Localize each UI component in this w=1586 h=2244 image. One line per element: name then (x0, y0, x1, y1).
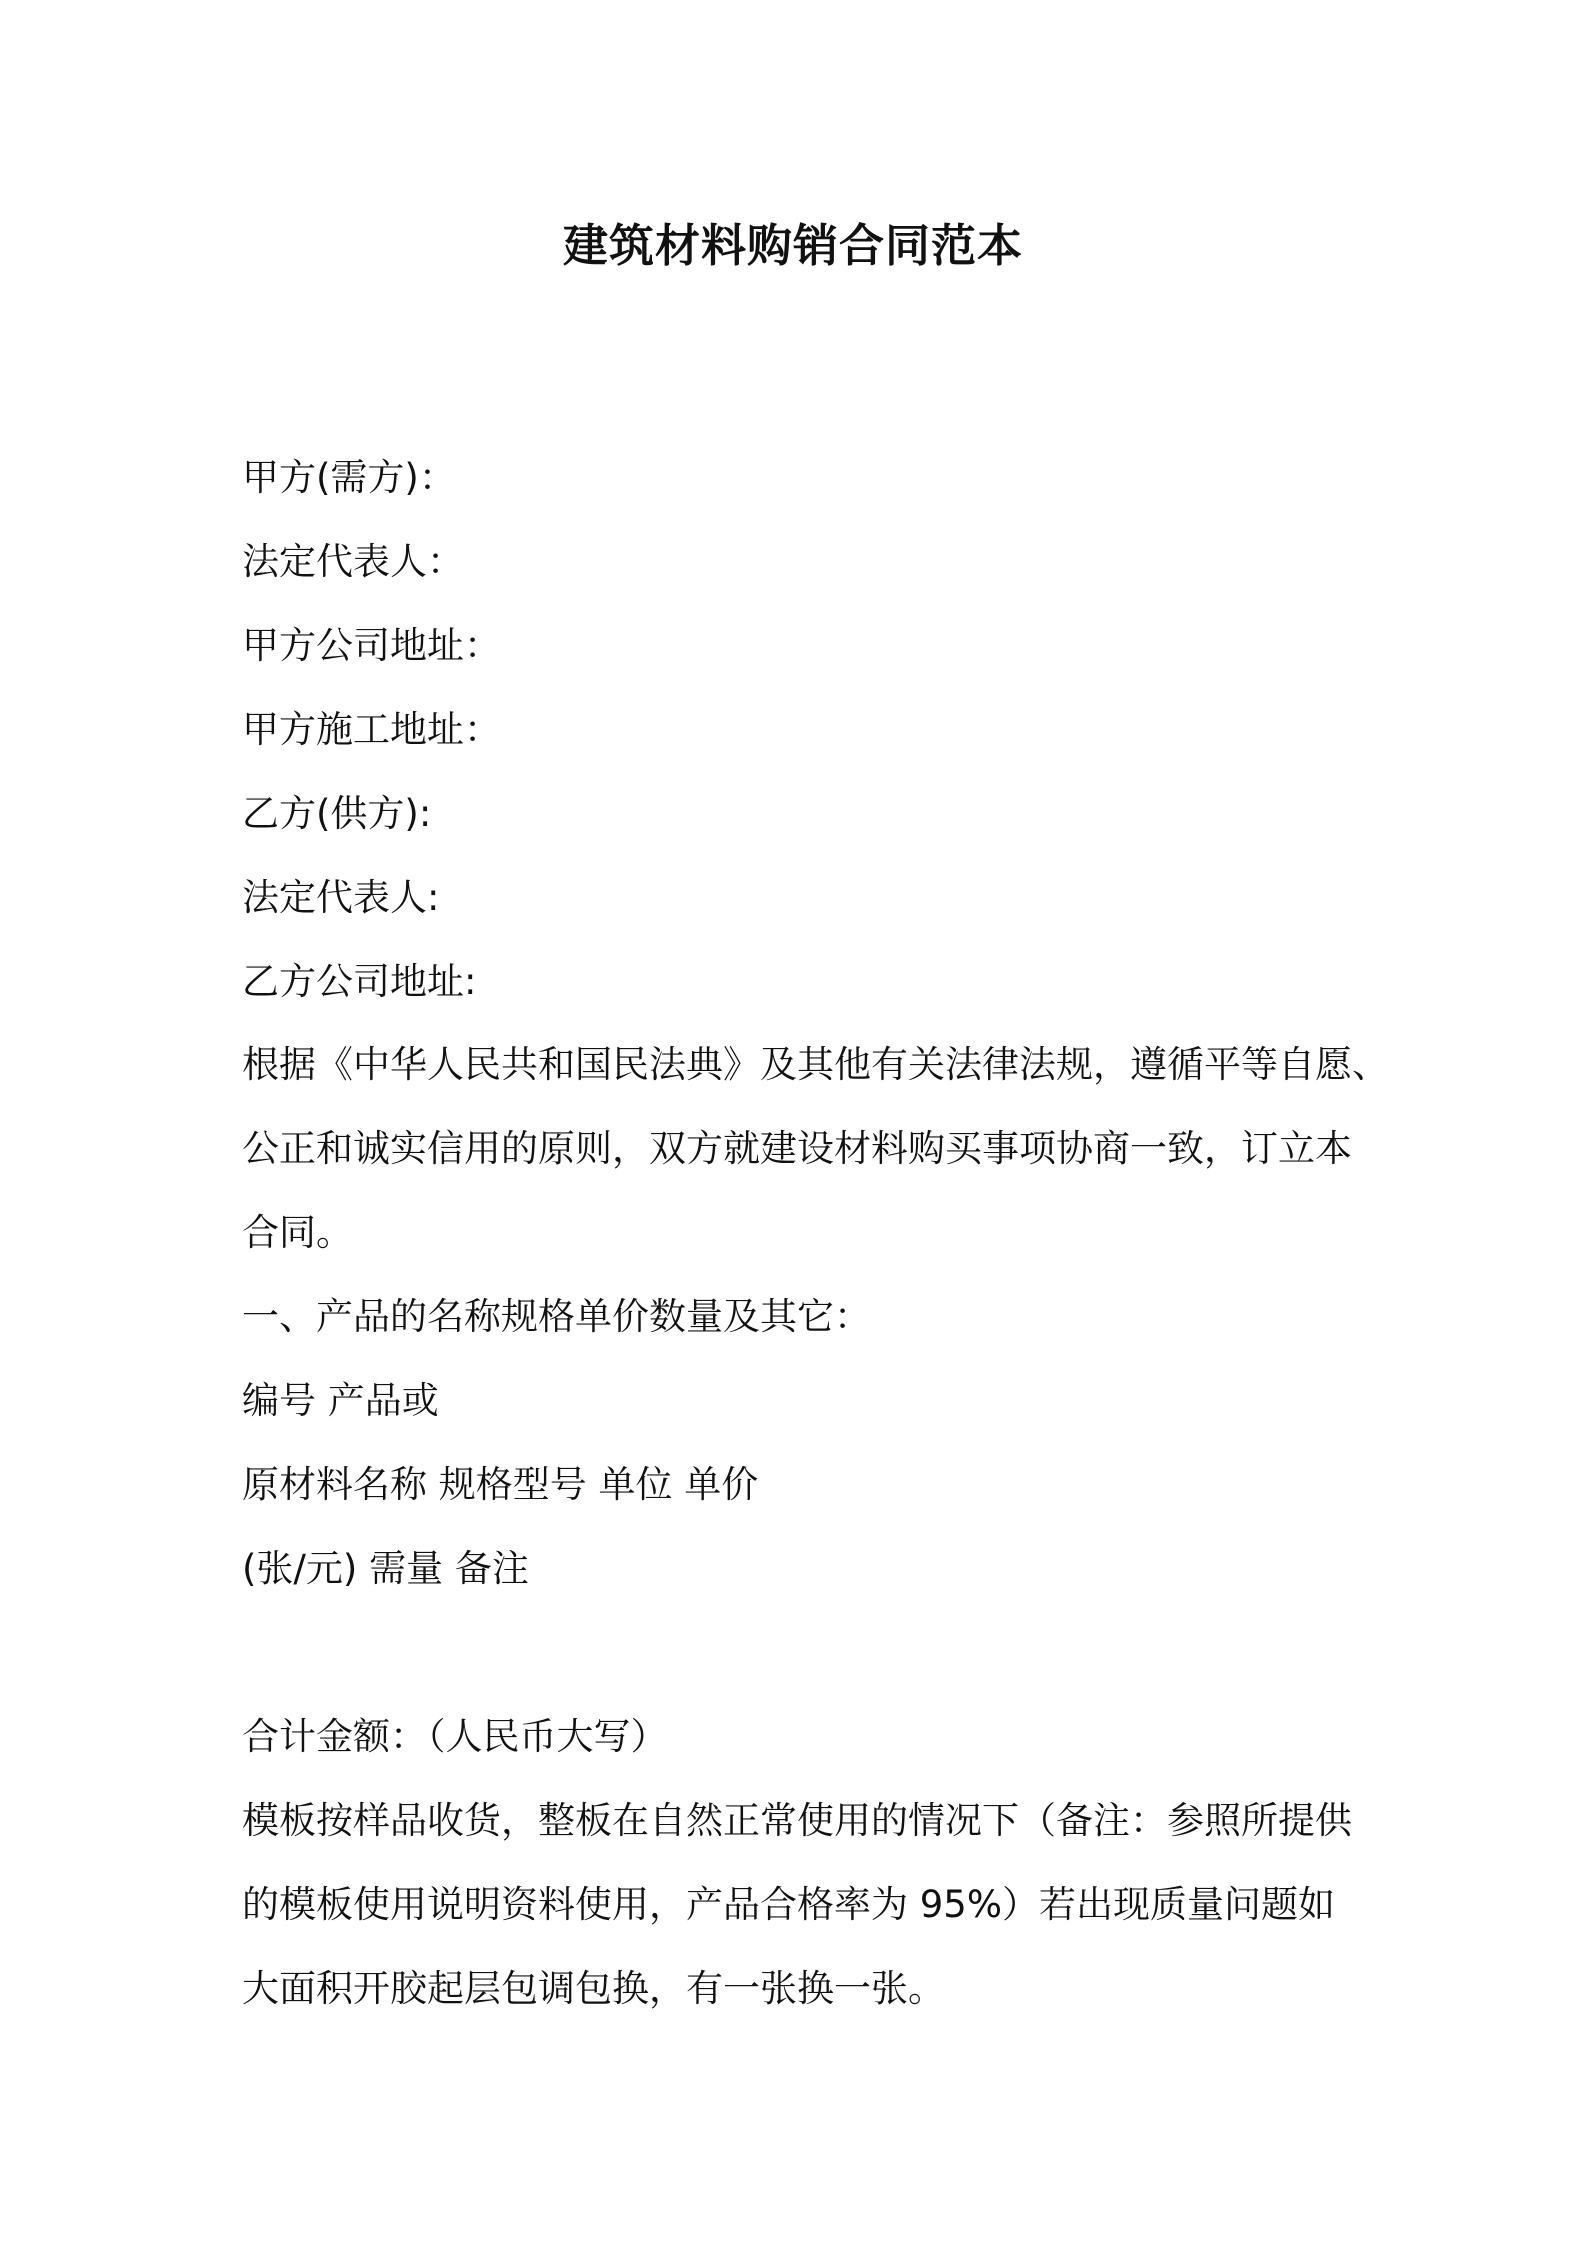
total-amount-label: 合计金额：（人民币大写） (242, 1715, 668, 1758)
party-b-legal-rep-label: 法定代表人: (242, 876, 440, 919)
party-a-site-address: 甲方施工地址： (242, 708, 501, 751)
quality-clause-line-2: 的模板使用说明资料使用，产品合格率为 95%）若出现质量问题如 (242, 1883, 1335, 1926)
party-b-company-address: 乙方公司地址: (242, 960, 477, 1003)
preamble-line-1: 根据《中华人民共和国民法典》及其他有关法律法规，遵循平等自愿、 (242, 1043, 1389, 1086)
party-a-legal-rep-label: 法定代表人： (242, 540, 464, 583)
table-header-line-3: (张/元) 需量 备注 (242, 1547, 529, 1590)
section-1-heading: 一、产品的名称规格单价数量及其它： (242, 1295, 871, 1338)
preamble-line-3: 合同。 (242, 1211, 353, 1254)
table-header-line-2: 原材料名称 规格型号 单位 单价 (242, 1463, 759, 1506)
preamble-line-2: 公正和诚实信用的原则，双方就建设材料购买事项协商一致，订立本 (242, 1127, 1352, 1170)
party-b-label: 乙方(供方): (242, 792, 432, 835)
table-header-line-1: 编号 产品或 (242, 1379, 439, 1422)
document-title: 建筑材料购销合同范本 (562, 219, 1023, 272)
party-a-company-address: 甲方公司地址： (242, 624, 501, 667)
quality-clause-line-1: 模板按样品收货，整板在自然正常使用的情况下（备注：参照所提供 (242, 1799, 1352, 1842)
quality-clause-line-3: 大面积开胶起层包调包换，有一张换一张。 (242, 1967, 945, 2010)
party-a-label: 甲方(需方)： (242, 456, 456, 499)
